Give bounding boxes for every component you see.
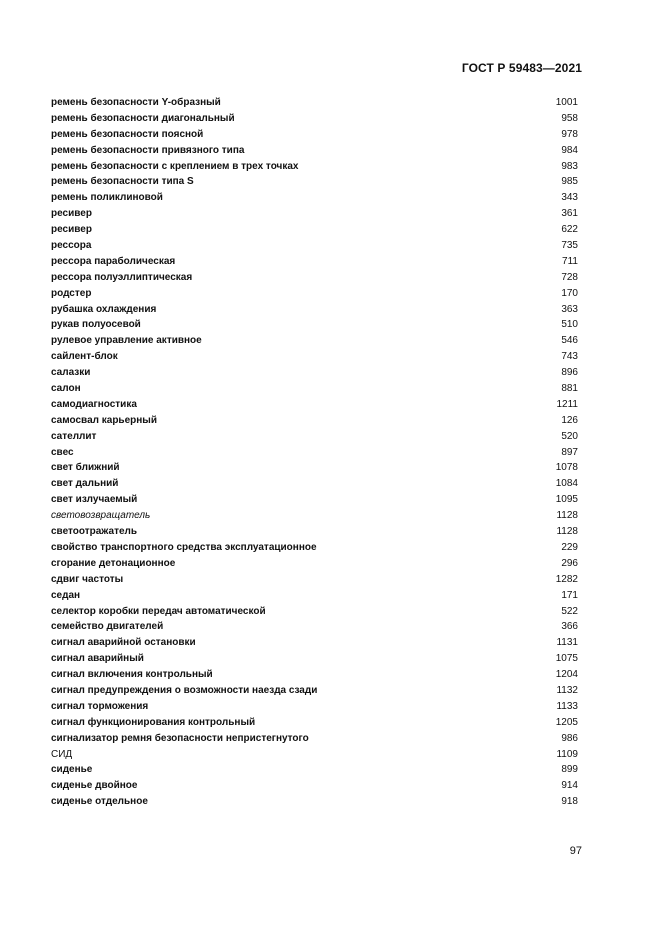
index-entry	[51, 349, 578, 365]
index-entry	[51, 508, 578, 524]
index-page-ref: 897	[561, 446, 578, 458]
index-term: сигнал аварийной остановки	[51, 637, 196, 649]
index-term: сиденье	[51, 764, 93, 776]
index-term: сдвиг частоты	[51, 573, 124, 585]
index-entry	[51, 429, 578, 445]
index-term: семейство двигателей	[51, 621, 164, 633]
index-entry	[51, 762, 578, 778]
index-entry	[51, 190, 578, 206]
index-entry	[51, 413, 578, 429]
index-term: свойство транспортного средства эксплуатационное	[51, 541, 317, 553]
index-term: сигнал включения контрольный	[51, 669, 213, 681]
index-term: рулевое управление активное	[51, 335, 202, 347]
index-term: сигнал предупреждения о возможности наезда сзади	[51, 684, 318, 696]
index-term: сигнализатор ремня безопасности непристегнутого	[51, 732, 309, 744]
index-entry	[51, 476, 578, 492]
index-term: ресивер	[51, 208, 92, 220]
index-page-ref: 1132	[556, 684, 578, 696]
index-page-ref: 1133	[556, 700, 578, 712]
index-term: рессора полуэллиптическая	[51, 271, 193, 283]
index-list	[51, 95, 578, 810]
index-page-ref: 1001	[555, 97, 578, 108]
index-page-ref: 735	[561, 240, 578, 252]
index-entry	[51, 317, 578, 333]
index-page-ref: 1282	[555, 573, 578, 585]
index-page-ref: 126	[561, 414, 578, 426]
index-page-ref: 520	[561, 430, 578, 442]
index-term: ремень безопасности с креплением в трех точках	[51, 160, 299, 172]
index-entry	[51, 556, 578, 572]
index-term: СИД	[51, 748, 73, 760]
index-term: ремень поликлиновой	[51, 192, 163, 204]
index-page-ref: 914	[561, 780, 578, 792]
index-term: сателлит	[51, 430, 97, 442]
index-page-ref: 363	[561, 303, 578, 315]
index-page-ref: 1204	[555, 669, 578, 681]
index-entry	[51, 381, 578, 397]
index-entry	[51, 111, 578, 127]
index-page-ref: 1205	[555, 716, 578, 728]
index-page-ref: 622	[561, 224, 578, 236]
index-page-ref: 229	[561, 541, 578, 553]
index-page-ref: 985	[561, 176, 578, 188]
index-page-ref: 546	[561, 335, 578, 347]
index-entry	[51, 667, 578, 683]
index-entry	[51, 524, 578, 540]
index-entry	[51, 588, 578, 604]
index-page-ref: 510	[561, 319, 578, 331]
index-term: сигнал функционирования контрольный	[51, 716, 256, 728]
index-page-ref: 522	[561, 605, 578, 617]
index-term: рубашка охлаждения	[51, 303, 157, 315]
index-term: сиденье отдельное	[51, 796, 148, 808]
index-term: сгорание детонационное	[51, 557, 176, 569]
index-term: ремень безопасности диагональный	[51, 112, 235, 124]
document-header: ГОСТ Р 59483—2021	[461, 61, 582, 75]
index-term: салазки	[51, 367, 91, 379]
index-term: самосвал карьерный	[51, 414, 157, 426]
index-entry	[51, 572, 578, 588]
index-entry	[51, 365, 578, 381]
index-page-ref: 978	[561, 128, 578, 140]
index-entry	[51, 270, 578, 286]
index-page-ref: 983	[561, 160, 578, 172]
index-term: седан	[51, 589, 81, 601]
index-entry	[51, 747, 578, 763]
index-entry	[51, 159, 578, 175]
index-term: ресивер	[51, 224, 92, 236]
index-term: свет ближний	[51, 462, 120, 474]
index-term: свет излучаемый	[51, 494, 138, 506]
index-term: сайлент-блок	[51, 351, 118, 363]
index-page-ref: 296	[561, 557, 578, 569]
index-entry	[51, 445, 578, 461]
index-term: рессора	[51, 240, 92, 252]
index-term: сигнал аварийный	[51, 653, 144, 665]
index-page-ref: 881	[561, 383, 578, 395]
index-page-ref: 1084	[555, 478, 578, 490]
index-page-ref: 171	[561, 589, 578, 601]
index-page-ref: 1131	[556, 637, 578, 649]
index-entry	[51, 143, 578, 159]
index-term: селектор коробки передач автоматической	[51, 605, 266, 617]
index-entry	[51, 174, 578, 190]
index-term: сигнал торможения	[51, 700, 149, 712]
index-page-ref: 711	[562, 255, 578, 267]
index-page-ref: 899	[561, 764, 578, 776]
index-entry	[51, 254, 578, 270]
index-entry	[51, 778, 578, 794]
index-page-ref: 1075	[555, 653, 578, 665]
index-entry	[51, 238, 578, 254]
index-entry	[51, 333, 578, 349]
index-page-ref: 361	[561, 208, 578, 220]
index-entry	[51, 95, 578, 111]
index-entry	[51, 286, 578, 302]
index-page-ref: 1128	[556, 526, 578, 538]
index-page-ref: 918	[561, 796, 578, 808]
index-term: самодиагностика	[51, 398, 137, 410]
index-term: рукав полуосевой	[51, 319, 141, 331]
index-page-ref: 896	[561, 367, 578, 379]
index-entry	[51, 715, 578, 731]
index-entry	[51, 460, 578, 476]
index-term: ремень безопасности Y-образный	[51, 97, 221, 108]
index-entry	[51, 635, 578, 651]
index-term: сиденье двойное	[51, 780, 138, 792]
index-term: свес	[51, 446, 74, 458]
index-term: ремень безопасности поясной	[51, 128, 204, 140]
page-number: 97	[569, 845, 582, 857]
index-entry	[51, 492, 578, 508]
index-page-ref: 958	[561, 112, 578, 124]
index-page-ref: 743	[561, 351, 578, 363]
index-page-ref: 170	[561, 287, 578, 299]
index-page-ref: 343	[561, 192, 578, 204]
index-entry	[51, 794, 578, 810]
index-page-ref: 984	[561, 144, 578, 156]
index-term: свет дальний	[51, 478, 119, 490]
index-entry	[51, 651, 578, 667]
index-page-ref: 366	[561, 621, 578, 633]
index-entry	[51, 731, 578, 747]
index-entry	[51, 540, 578, 556]
index-term: ремень безопасности типа S	[51, 176, 194, 188]
index-term: ремень безопасности привязного типа	[51, 144, 245, 156]
index-page-ref: 1078	[555, 462, 578, 474]
index-entry	[51, 397, 578, 413]
index-page-ref: 1095	[555, 494, 578, 506]
index-term: родстер	[51, 287, 92, 299]
index-entry	[51, 127, 578, 143]
index-entry	[51, 604, 578, 620]
index-entry	[51, 699, 578, 715]
index-page-ref: 1109	[556, 748, 578, 760]
index-term: светоотражатель	[51, 526, 138, 538]
index-term: салон	[51, 383, 81, 395]
index-entry	[51, 683, 578, 699]
index-entry	[51, 222, 578, 238]
index-entry	[51, 619, 578, 635]
index-entry	[51, 302, 578, 318]
index-page-ref: 728	[561, 271, 578, 283]
index-term: световозвращатель	[51, 510, 151, 522]
index-page-ref: 1128	[556, 510, 578, 522]
index-term: рессора параболическая	[51, 255, 176, 267]
index-page-ref: 1211	[556, 398, 578, 410]
index-entry	[51, 206, 578, 222]
index-page-ref: 986	[561, 732, 578, 744]
